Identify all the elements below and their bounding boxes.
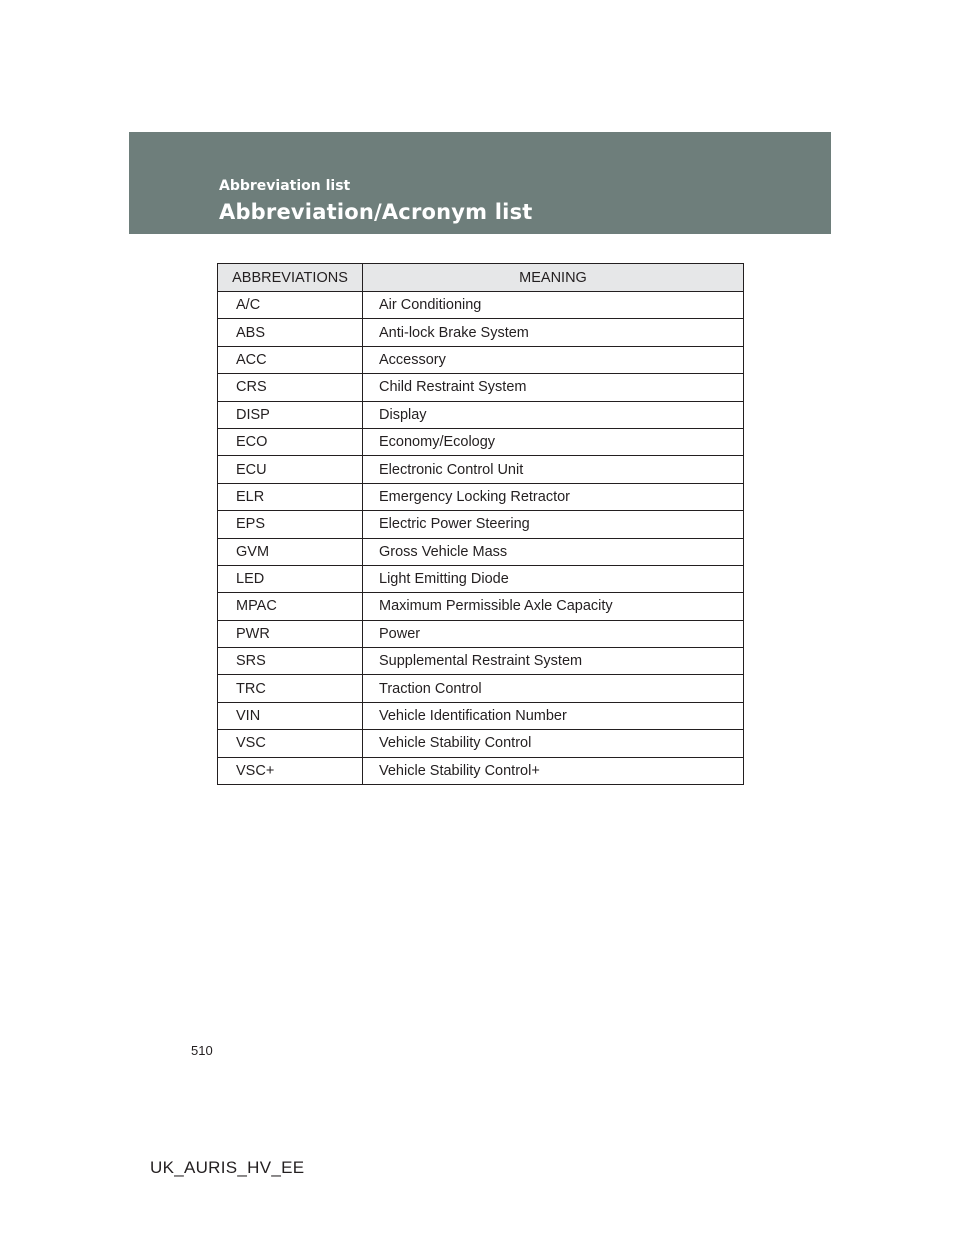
meaning-cell: Gross Vehicle Mass	[363, 538, 744, 565]
table-row	[218, 292, 744, 319]
table-row	[218, 346, 744, 373]
meaning-cell: Electric Power Steering	[363, 511, 744, 538]
abbreviation-cell: ECU	[218, 456, 363, 483]
page-title: Abbreviation/Acronym list	[219, 200, 533, 224]
abbreviation-cell: A/C	[218, 292, 363, 319]
meaning-cell: Supplemental Restraint System	[363, 648, 744, 675]
abbreviation-cell: ABS	[218, 319, 363, 346]
meaning-cell: Anti-lock Brake System	[363, 319, 744, 346]
table-row	[218, 319, 744, 346]
meaning-cell: Light Emitting Diode	[363, 565, 744, 592]
abbreviation-cell: MPAC	[218, 593, 363, 620]
meaning-cell: Display	[363, 401, 744, 428]
meaning-cell: Air Conditioning	[363, 292, 744, 319]
header-band	[129, 132, 831, 234]
table-row	[218, 428, 744, 455]
abbreviation-cell: ACC	[218, 346, 363, 373]
table-row	[218, 511, 744, 538]
abbreviation-cell: ELR	[218, 483, 363, 510]
column-header-meaning: MEANING	[363, 264, 744, 292]
table-row	[218, 675, 744, 702]
section-label: Abbreviation list	[219, 178, 351, 194]
table-header-row	[218, 264, 744, 292]
abbreviation-cell: SRS	[218, 648, 363, 675]
meaning-cell: Vehicle Stability Control	[363, 730, 744, 757]
abbreviation-cell: EPS	[218, 511, 363, 538]
table-row	[218, 483, 744, 510]
meaning-cell: Accessory	[363, 346, 744, 373]
meaning-cell: Vehicle Identification Number	[363, 702, 744, 729]
meaning-cell: Traction Control	[363, 675, 744, 702]
meaning-cell: Electronic Control Unit	[363, 456, 744, 483]
meaning-cell: Emergency Locking Retractor	[363, 483, 744, 510]
abbreviation-cell: GVM	[218, 538, 363, 565]
column-header-abbreviations: ABBREVIATIONS	[218, 264, 363, 292]
abbreviation-cell: PWR	[218, 620, 363, 647]
table-row	[218, 620, 744, 647]
meaning-cell: Vehicle Stability Control+	[363, 757, 744, 784]
abbreviation-cell: CRS	[218, 374, 363, 401]
meaning-cell: Maximum Permissible Axle Capacity	[363, 593, 744, 620]
table-row	[218, 456, 744, 483]
table-row	[218, 593, 744, 620]
abbreviation-cell: TRC	[218, 675, 363, 702]
abbreviation-cell: VIN	[218, 702, 363, 729]
abbreviation-cell: DISP	[218, 401, 363, 428]
table-row	[218, 648, 744, 675]
abbreviation-cell: VSC+	[218, 757, 363, 784]
table-row	[218, 538, 744, 565]
table-row	[218, 565, 744, 592]
page-number: 510	[191, 1043, 213, 1058]
table-body	[218, 292, 744, 785]
abbreviation-cell: ECO	[218, 428, 363, 455]
document-code: UK_AURIS_HV_EE	[150, 1158, 305, 1177]
abbreviation-cell: LED	[218, 565, 363, 592]
table-row	[218, 374, 744, 401]
abbreviation-table	[217, 263, 744, 785]
meaning-cell: Economy/Ecology	[363, 428, 744, 455]
table-row	[218, 702, 744, 729]
table-row	[218, 730, 744, 757]
meaning-cell: Power	[363, 620, 744, 647]
abbreviation-cell: VSC	[218, 730, 363, 757]
table-row	[218, 401, 744, 428]
meaning-cell: Child Restraint System	[363, 374, 744, 401]
table-row	[218, 757, 744, 784]
